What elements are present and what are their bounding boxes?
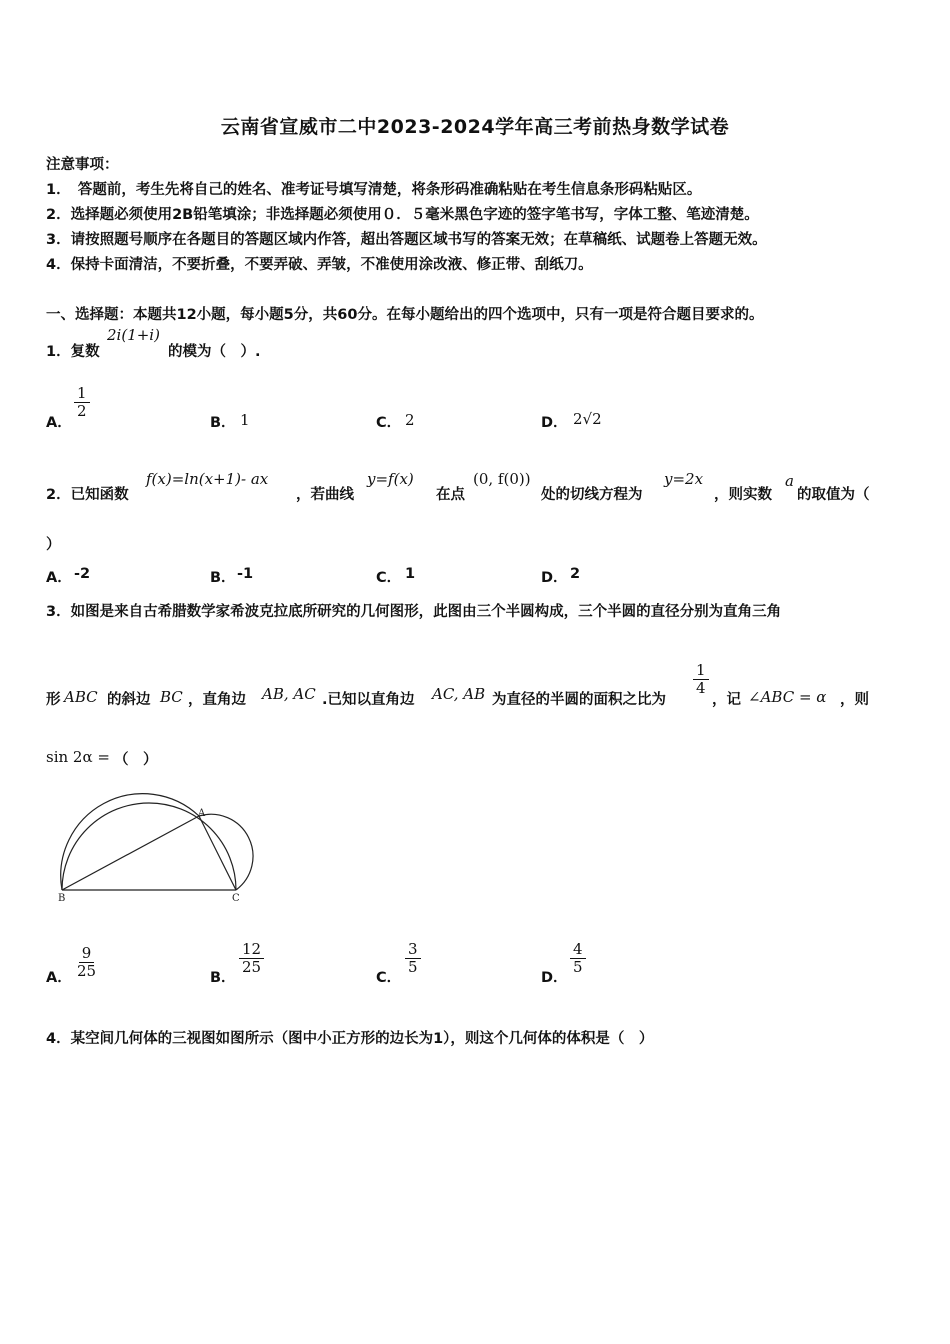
q1-suffix: 的模为（ ）. — [168, 344, 261, 360]
q3-hypotenuse: BC — [160, 688, 183, 706]
q2-option-d-label: D． — [541, 570, 568, 586]
q3-option-a-fraction: $\frac{9}{25}$ — [77, 944, 97, 981]
q3-option-c-label: C． — [376, 970, 402, 986]
notice-heading: 注意事项： — [46, 157, 119, 173]
q2-point: (0, f(0)) — [473, 470, 531, 488]
notice-item: 2．选择题必须使用2B铅笔填涂；非选择题必须使用０．５毫米黑色字迹的签字笔书写，字体工整、笔迹清楚。 — [46, 207, 759, 223]
notice-item: 4．保持卡面清洁，不要折叠，不要弄破、弄皱，不准使用涂改液、修正带、刮纸刀。 — [46, 257, 593, 273]
q3-legs-2: AC, AB — [432, 685, 486, 703]
q2-variable: a — [785, 472, 794, 490]
q2-option-a-label: A． — [46, 570, 72, 586]
label-a: A — [198, 808, 206, 819]
q2-option-c-label: C． — [376, 570, 402, 586]
q3-option-b-label: B． — [210, 970, 236, 986]
label-b: B — [58, 893, 66, 904]
q1-option-d-value: 2√2 — [573, 410, 602, 428]
q3-text-d: .已知以直角边 — [322, 692, 415, 708]
q1-option-b-label: B． — [210, 415, 236, 431]
q1-option-b-value: 1 — [240, 411, 250, 429]
q2-text-5: ，则实数 — [714, 487, 772, 503]
q2-text-6: 的取值为（ — [797, 487, 870, 503]
q1-option-c-label: C． — [376, 415, 402, 431]
q3-triangle: ABC — [64, 688, 98, 706]
q3-sin-expression: sin 2α = — [46, 748, 110, 766]
q2-text-2: ，若曲线 — [296, 487, 354, 503]
q1-option-c-value: 2 — [405, 411, 415, 429]
q3-option-c-fraction: $\frac{3}{5}$ — [405, 941, 421, 977]
q2-tangent: y=2x — [664, 470, 704, 488]
semicircle-bc — [62, 803, 236, 890]
q2-function: f(x)=ln(x+1)- ax — [146, 470, 269, 488]
q2-text-4: 处的切线方程为 — [541, 487, 643, 503]
q2-text-1: 2．已知函数 — [46, 487, 129, 503]
q2-option-d-value: 2 — [570, 566, 581, 582]
q3-legs: AB, AC — [262, 685, 316, 703]
q2-option-b-value: -1 — [237, 566, 254, 582]
q2-option-c-value: 1 — [405, 566, 416, 582]
segment-ac — [199, 816, 236, 890]
q1-option-a-fraction: $\frac{1}{2}$ — [74, 385, 90, 421]
q4-text: 4．某空间几何体的三视图如图所示（图中小正方形的边长为1），则这个几何体的体积是（ ） — [46, 1031, 654, 1047]
notice-item: 1． 答题前，考生先将自己的姓名、准考证号填写清楚，将条形码准确粘贴在考生信息条形码粘贴区。 — [46, 182, 702, 198]
q3-text-g: ，则 — [840, 692, 869, 708]
q3-option-d-label: D． — [541, 970, 568, 986]
q3-text-c: ，直角边 — [188, 692, 246, 708]
q3-ratio-fraction: $\frac{1}{4}$ — [693, 662, 709, 698]
q3-option-a-label: A． — [46, 970, 72, 986]
q3-option-d-fraction: $\frac{4}{5}$ — [570, 941, 586, 977]
q3-paren: （ ） — [114, 752, 158, 768]
q2-option-a-value: -2 — [74, 566, 91, 582]
q2-close-paren: ） — [46, 537, 61, 553]
q2-option-b-label: B． — [210, 570, 236, 586]
q3-text-b: 的斜边 — [107, 692, 151, 708]
segment-ab — [62, 816, 199, 890]
section-heading: 一、选择题：本题共12小题，每小题5分，共60分。在每小题给出的四个选项中，只有一项是符合题目要求的。 — [46, 307, 764, 323]
q1-option-d-label: D． — [541, 415, 568, 431]
q2-curve: y=f(x) — [367, 470, 414, 488]
q2-text-3: 在点 — [436, 487, 465, 503]
q3-text-a: 形 — [46, 692, 61, 708]
q3-angle: ∠ABC = α — [748, 688, 827, 706]
q3-line-1: 3．如图是来自古希腊数学家希波克拉底所研究的几何图形，此图由三个半圆构成，三个半圆的直径分别为直角三角 — [46, 604, 782, 620]
q1-prefix: 1．复数 — [46, 344, 100, 360]
q3-option-b-fraction: $\frac{12}{25}$ — [239, 941, 264, 977]
notice-item: 3．请按照题号顺序在各题目的答题区域内作答，超出答题区域书写的答案无效；在草稿纸、试题卷上答题无效。 — [46, 232, 767, 248]
q1-expression: 2i(1+i) — [107, 326, 160, 344]
q3-text-e: 为直径的半圆的面积之比为 — [492, 692, 666, 708]
q1-option-a-label: A． — [46, 415, 72, 431]
page-title: 云南省宣威市二中2023-2024学年高三考前热身数学试卷 — [220, 116, 730, 138]
hippocrates-figure — [46, 776, 266, 906]
q3-text-f: ，记 — [712, 692, 741, 708]
label-c: C — [232, 893, 240, 904]
